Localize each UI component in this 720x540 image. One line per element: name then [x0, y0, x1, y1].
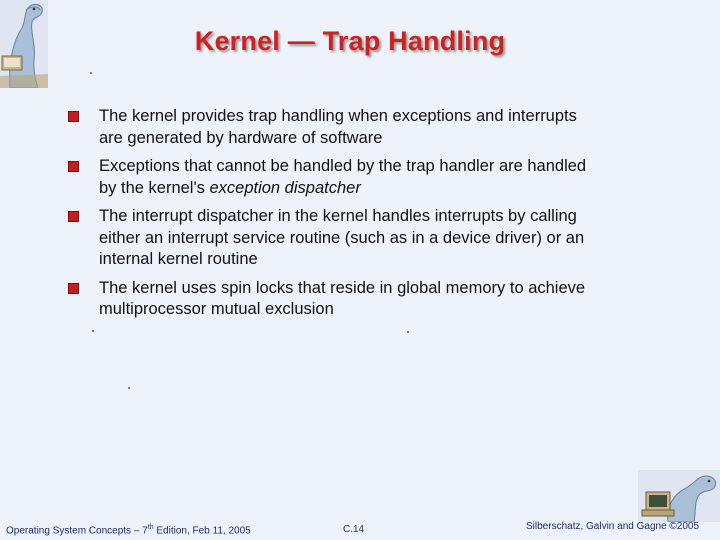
footer-copyright: Silberschatz, Galvin and Gagne ©2005 [526, 521, 700, 532]
footer-page-number: C.14 [343, 524, 365, 535]
bullet-item [68, 156, 648, 199]
speckle-dot [92, 330, 94, 332]
dinosaur-illustration-icon [0, 0, 48, 88]
square-bullet-icon [68, 211, 79, 222]
speckle-dot [407, 331, 409, 333]
footer-book-title: Operating System Concepts – 7th Edition, Feb 11, 2005 [6, 524, 251, 537]
bullet-item [68, 106, 648, 149]
speckle-dot [90, 72, 92, 74]
bullet-text: Exceptions that cannot be handled by the trap handler are handled by the kernel's exception dispatcher [99, 157, 587, 197]
bullet-text: The kernel provides trap handling when exceptions and interrupts are generated by hardware of software [99, 107, 577, 147]
speckle-dot [128, 387, 130, 389]
bullet-list [68, 106, 648, 328]
dinosaur-computer-illustration-icon [638, 470, 720, 522]
bullet-text: The kernel uses spin locks that reside in global memory to achieve multiprocessor mutual exclusion [99, 278, 586, 318]
slide-title: Kernel — Trap Handling [194, 26, 506, 56]
square-bullet-icon [68, 111, 79, 122]
square-bullet-icon [68, 283, 79, 294]
bullet-item [68, 278, 648, 321]
bullet-text: The interrupt dispatcher in the kernel handles interrupts by calling either an interrupt service routine (such as in a device driver) or an internal kernel routine [99, 207, 585, 268]
square-bullet-icon [68, 161, 79, 172]
bullet-item [68, 206, 648, 271]
